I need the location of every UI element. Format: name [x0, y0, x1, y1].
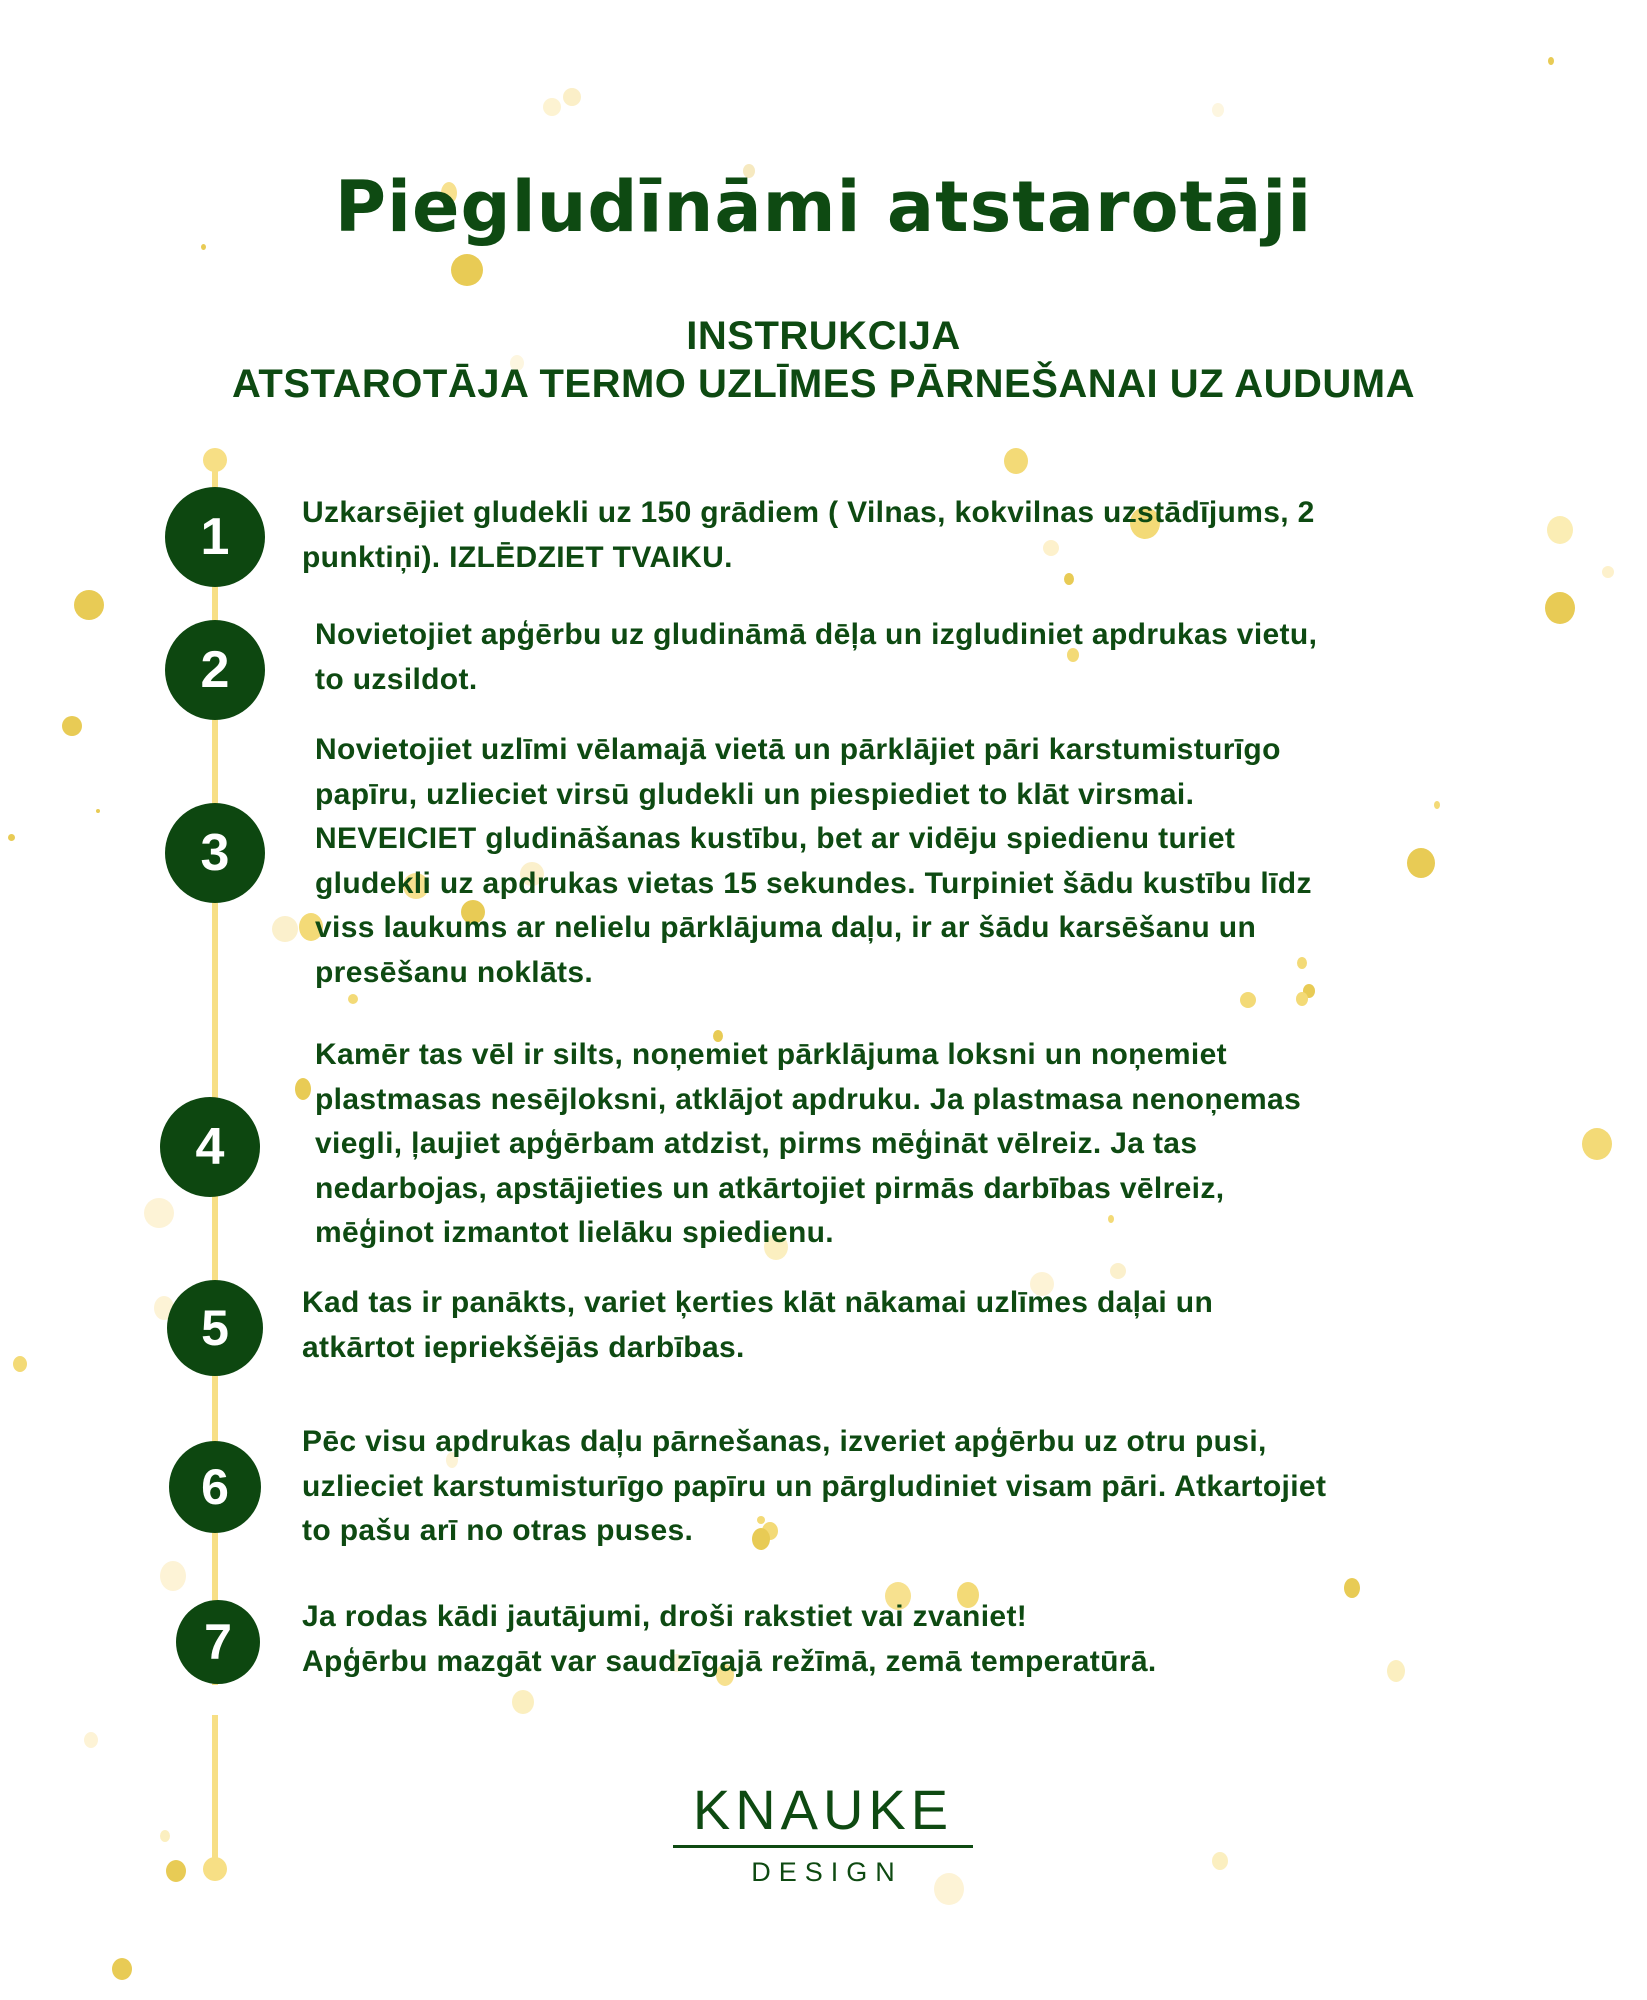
confetti-dot — [563, 88, 581, 106]
logo-name: KNAUKE — [692, 1778, 954, 1841]
confetti-dot — [166, 1860, 186, 1882]
confetti-dot — [295, 1078, 311, 1100]
confetti-dot — [112, 1958, 132, 1980]
step-line: mēģinot izmantot lielāku spiedienu. — [315, 1216, 834, 1250]
confetti-dot — [8, 834, 15, 841]
step-number-badge — [165, 620, 265, 720]
step-line: atkārtot iepriekšējās darbības. — [302, 1330, 745, 1364]
step-number: 1 — [200, 508, 230, 566]
step-line: punktiņi). IZLĒDZIET TVAIKU. — [302, 540, 733, 574]
step-number: 5 — [201, 1300, 229, 1356]
step-number: 6 — [201, 1459, 229, 1515]
confetti-dot — [160, 1830, 170, 1842]
confetti-dot — [1387, 1660, 1405, 1682]
step-1-text — [302, 491, 1315, 580]
step-line: Apģērbu mazgāt var saudzīgajā režīmā, zemā temperatūrā. — [302, 1644, 1157, 1678]
confetti-dot — [96, 809, 100, 813]
step-line: plastmasas nesējloksni, atklājot apdruku. Ja plastmasa nenoņemas — [315, 1082, 1302, 1116]
confetti-dot — [1407, 848, 1435, 878]
timeline-end-dot — [203, 1857, 227, 1881]
step-line: Kamēr tas vēl ir silts, noņemiet pārklājuma loksni un noņemiet — [315, 1038, 1227, 1071]
step-number-badge — [160, 1097, 260, 1197]
step-number-badge — [165, 803, 265, 903]
confetti-dot — [1212, 1852, 1228, 1870]
step-line: Uzkarsējiet gludekli uz 150 grādiem ( Vilnas, kokvilnas uzstādījums, 2 — [302, 496, 1315, 529]
step-number-badge — [165, 487, 265, 587]
confetti-dot — [1545, 592, 1575, 624]
step-line: viegli, ļaujiet apģērbam atdzist, pirms mēģināt vēlreiz. Ja tas — [315, 1127, 1198, 1161]
page-title: Piegludīnāmi atstarotāji — [334, 166, 1313, 248]
confetti-dot — [1547, 516, 1573, 544]
step-6-text — [302, 1420, 1326, 1554]
step-line: uzlieciet karstumisturīgo papīru un pārgludiniet visam pāri. Atkartojiet — [302, 1469, 1327, 1503]
subtitle-description: ATSTAROTĀJA TERMO UZLĪMES PĀRNEŠANAI UZ AUDUMA — [232, 362, 1415, 406]
confetti-dot — [1212, 103, 1224, 117]
confetti-dot — [1434, 801, 1440, 809]
step-line: to pašu arī no otras puses. — [302, 1514, 694, 1548]
step-line: Pēc visu apdrukas daļu pārnešanas, izveriet apģērbu uz otru pusi, — [302, 1425, 1267, 1458]
logo-tagline: DESIGN — [751, 1857, 903, 1887]
confetti-dot — [543, 98, 561, 116]
step-number: 3 — [200, 824, 230, 882]
step-number-badge — [169, 1441, 261, 1533]
step-number-badge — [176, 1600, 260, 1684]
confetti-dot — [62, 716, 82, 736]
step-5-text — [302, 1281, 1213, 1370]
confetti-dot — [13, 1356, 27, 1372]
step-line: to uzsildot. — [315, 662, 478, 696]
step-number: 7 — [204, 1614, 232, 1670]
step-line: presēšanu noklāts. — [315, 955, 594, 989]
confetti-dot — [160, 1561, 186, 1591]
step-number: 4 — [195, 1118, 225, 1176]
confetti-dot — [74, 590, 104, 620]
confetti-dot — [272, 916, 298, 942]
step-7-text — [302, 1595, 1157, 1684]
timeline-line — [212, 1715, 218, 1869]
confetti-dot — [1548, 57, 1554, 65]
confetti-dot — [451, 254, 483, 286]
step-4-text — [315, 1033, 1301, 1256]
step-line: Ja rodas kādi jautājumi, droši rakstiet vai zvaniet! — [302, 1600, 1028, 1633]
confetti-dot — [1582, 1128, 1612, 1160]
confetti-dot — [1344, 1578, 1360, 1598]
step-line: Novietojiet uzlīmi vēlamajā vietā un pārklājiet pāri karstumisturīgo — [315, 733, 1281, 766]
confetti-dot — [84, 1732, 98, 1748]
step-3-text — [315, 728, 1312, 996]
step-number-badge — [167, 1280, 263, 1376]
confetti-dot — [1110, 1263, 1126, 1279]
subtitle-instrukcija: INSTRUKCIJA — [686, 314, 961, 358]
step-line: nedarbojas, apstājieties un atkārtojiet pirmās darbības vēlreiz, — [315, 1171, 1225, 1205]
step-number: 2 — [200, 641, 230, 699]
logo-divider — [673, 1845, 973, 1848]
step-line: papīru, uzlieciet virsū gludekli un piespiediet to klāt virsmai. — [315, 777, 1195, 811]
confetti-dot — [1602, 566, 1614, 578]
confetti-dot — [144, 1198, 174, 1228]
step-2-text — [315, 613, 1317, 702]
step-line: gludekli uz apdrukas vietas 15 sekundes. Turpiniet šādu kustību līdz — [315, 866, 1312, 900]
confetti-dot — [1004, 448, 1028, 474]
confetti-dot — [512, 1690, 534, 1714]
step-line: NEVEICIET gludināšanas kustību, bet ar vidēju spiedienu turiet — [315, 822, 1236, 856]
step-line: Kad tas ir panākts, variet ķerties klāt nākamai uzlīmes daļai un — [302, 1286, 1214, 1319]
step-line: Novietojiet apģērbu uz gludināmā dēļa un izgludiniet apdrukas vietu, — [315, 618, 1318, 651]
step-line: viss laukums ar nelielu pārklājuma daļu, ir ar šādu karsēšanu un — [315, 911, 1257, 945]
